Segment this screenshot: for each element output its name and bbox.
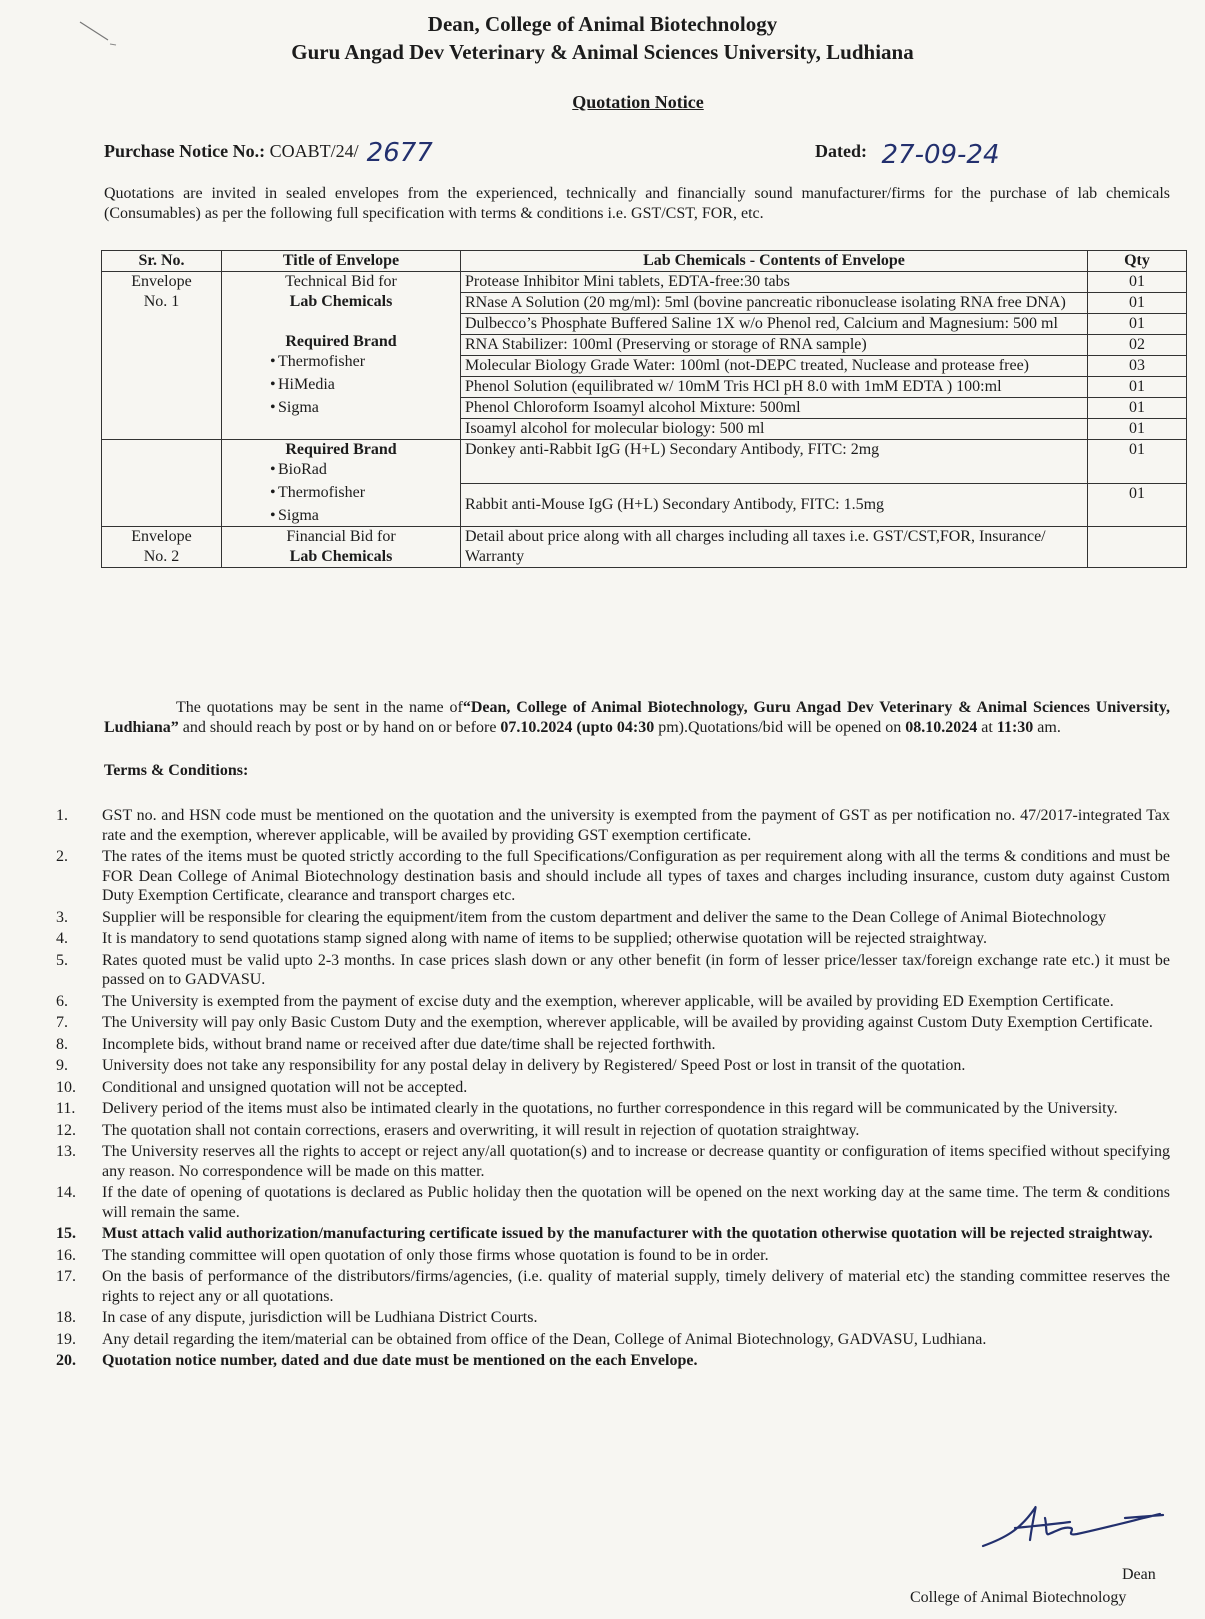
brand-item: • HiMedia (226, 375, 456, 398)
term-item (56, 1013, 1170, 1033)
handwritten-signature (975, 1488, 1175, 1558)
term-text: In case of any dispute, jurisdiction will be Ludhiana District Courts. (102, 1309, 538, 1326)
item-description: Protease Inhibitor Mini tablets, EDTA-free:30 tabs (461, 272, 1088, 293)
envelope-1-number: No. 1 (143, 293, 180, 310)
document-title (0, 92, 1205, 113)
item-qty: 01 (1088, 293, 1187, 314)
term-item (56, 1246, 1170, 1266)
term-item (56, 951, 1170, 990)
term-text: Must attach valid authorization/manufacturing certificate issued by the manufacturer with the quotation otherwise quotation will be rejected straightway. (102, 1225, 1153, 1242)
term-item (56, 1330, 1170, 1350)
term-item (56, 1121, 1170, 1141)
col-header-title: Title of Envelope (222, 251, 461, 272)
specification-table (101, 250, 1187, 568)
item-qty: 01 (1088, 483, 1187, 527)
item-qty: 01 (1088, 272, 1187, 293)
financial-bid-label: Financial Bid for (286, 528, 396, 545)
term-number: 5. (56, 951, 68, 969)
term-item (56, 1183, 1170, 1222)
envelope-1-label: Envelope (131, 273, 192, 290)
term-text: Rates quoted must be valid upto 2-3 months. In case prices slash down or any other benefit (in form of lesser price/lesser tax/foreign exchange rate etc.) it must be passed on to GADVASU. (102, 951, 1170, 988)
term-item (56, 1267, 1170, 1306)
item-description: Dulbecco’s Phosphate Buffered Saline 1X w/o Phenol red, Calcium and Magnesium: 500 ml (461, 314, 1088, 335)
term-text: GST no. and HSN code must be mentioned on the quotation and the university is exempted from the payment of GST as per notification no. 47/2017-integrated Tax rate and the exemption, wherever applicable, will be availed by providing GST exemption certificate. (102, 807, 1170, 844)
opening-date: 08.10.2024 (905, 719, 978, 736)
item-description: Rabbit anti-Mouse IgG (H+L) Secondary Antibody, FITC: 1.5mg (461, 483, 1088, 527)
item-qty: 01 (1088, 419, 1187, 440)
brand-item: • Thermofisher (226, 483, 456, 506)
term-number: 7. (56, 1014, 68, 1031)
col-header-qty: Qty (1088, 251, 1187, 272)
envelope-2-number: No. 2 (143, 548, 180, 565)
document-title-text: Quotation Notice (572, 92, 704, 112)
item-description: Donkey anti-Rabbit IgG (H+L) Secondary Antibody, FITC: 2mg (461, 440, 1088, 484)
term-number: 18. (56, 1309, 76, 1326)
intro-paragraph: Quotations are invited in sealed envelopes from the experienced, technically and financially sound manufacturer/firms for the purchase of lab chemicals (Consumables) as per the following full specification with terms & conditions i.e. GST/CST, FOR, etc. (104, 185, 1170, 222)
term-number: 11. (56, 1100, 76, 1117)
col-header-contents: Lab Chemicals - Contents of Envelope (461, 251, 1088, 272)
term-text: The quotation shall not contain corrections, erasers and overwriting, it will result in rejection of quotation straightway. (102, 1121, 860, 1139)
term-number: 13. (56, 1143, 76, 1160)
term-item (56, 1308, 1170, 1328)
item-qty: 02 (1088, 335, 1187, 356)
dated-label: Dated: (815, 141, 867, 161)
term-number: 14. (56, 1184, 76, 1201)
table-row (102, 527, 1187, 568)
terms-list (56, 806, 1170, 1373)
term-number: 12. (56, 1121, 76, 1139)
term-item (56, 1099, 1170, 1119)
submission-text: The quotations may be sent in the name of (176, 699, 463, 716)
term-item (56, 1142, 1170, 1181)
table-header-row (102, 251, 1187, 272)
term-item (56, 929, 1170, 949)
term-text: Any detail regarding the item/material can be obtained from office of the Dean, College of Animal Biotechnology, GADVASU, Ludhiana. (102, 1330, 987, 1348)
envelope-2-label: Envelope (131, 528, 192, 545)
term-item (56, 1035, 1170, 1055)
term-number: 8. (56, 1035, 68, 1053)
term-item (56, 1078, 1170, 1098)
lab-chemicals-label: Lab Chemicals (289, 293, 393, 310)
term-number: 3. (56, 908, 68, 926)
item-qty: 01 (1088, 377, 1187, 398)
term-item (56, 908, 1170, 928)
due-date: 07.10.2024 (upto 04:30 (500, 719, 655, 736)
signatory-office: College of Animal Biotechnology (910, 1589, 1127, 1606)
term-number: 19. (56, 1330, 76, 1348)
lab-chemicals-label: Lab Chemicals (289, 548, 393, 565)
brand-list-1 (226, 352, 456, 421)
brand-item: • BioRad (226, 460, 456, 483)
submission-paragraph (104, 698, 1170, 738)
term-text: Delivery period of the items must also be intimated clearly in the quotations, no further correspondence in this regard will be communicated by the University. (102, 1100, 1118, 1117)
brand-list-2 (226, 460, 456, 526)
submission-text: and should reach by post or by hand on or before (182, 719, 497, 736)
term-item (56, 1351, 1170, 1371)
term-text: The standing committee will open quotation of only those firms whose quotation is found to be in order. (102, 1246, 769, 1264)
term-text: The University will pay only Basic Custom Duty and the exemption, wherever applicable, will be availed by providing against Custom Duty Exemption Certificate. (102, 1014, 1153, 1031)
term-text: If the date of opening of quotations is declared as Public holiday then the quotation will be opened on the next working day at the same time. The term & conditions will remain the same. (102, 1184, 1170, 1221)
term-number: 6. (56, 992, 68, 1010)
submission-text: am. (1037, 719, 1061, 736)
term-item (56, 992, 1170, 1012)
submission-text: pm).Quotations/bid will be opened on (658, 719, 902, 736)
term-text: Supplier will be responsible for clearing the equipment/item from the custom department and deliver the same to the Dean College of Animal Biotechnology (102, 908, 1107, 926)
term-number: 17. (56, 1268, 76, 1285)
brand-item: • Thermofisher (226, 352, 456, 375)
term-number: 9. (56, 1057, 68, 1074)
item-qty: 03 (1088, 356, 1187, 377)
term-text: The University is exempted from the payment of excise duty and the exemption, wherever applicable, will be availed by providing ED Exemption Certificate. (102, 992, 1114, 1010)
table-row (102, 440, 1187, 484)
envelope-2-title-cell (222, 527, 461, 568)
submission-text: at (981, 719, 993, 736)
item-description: RNA Stabilizer: 100ml (Preserving or storage of RNA sample) (461, 335, 1088, 356)
item-qty: 01 (1088, 440, 1187, 484)
term-number: 20. (56, 1352, 76, 1369)
term-text: Quotation notice number, dated and due date must be mentioned on the each Envelope. (102, 1352, 698, 1369)
handwritten-notice-number: 2677 (366, 138, 433, 168)
term-item (56, 1224, 1170, 1244)
term-number: 16. (56, 1246, 76, 1264)
purchase-notice-number (104, 134, 433, 168)
term-text: On the basis of performance of the distributors/firms/agencies, (i.e. quality of material supply, timely delivery of material etc) the standing committee reserves the rights to reject any or all quotations. (102, 1268, 1170, 1305)
envelope-2-cell (102, 527, 222, 568)
col-header-sr-no: Sr. No. (102, 251, 222, 272)
item-description: Isoamyl alcohol for molecular biology: 500 ml (461, 419, 1088, 440)
term-text: Incomplete bids, without brand name or received after due date/time shall be rejected forthwith. (102, 1035, 716, 1053)
financial-bid-description: Detail about price along with all charges including all taxes i.e. GST/CST,FOR, Insurance/ Warranty (461, 527, 1088, 568)
term-item (56, 847, 1170, 906)
term-text: It is mandatory to send quotations stamp signed along with name of items to be supplied; otherwise quotation will be rejected straightway. (102, 930, 988, 947)
term-number: 10. (56, 1078, 76, 1096)
required-brand-heading: Required Brand (285, 441, 397, 458)
submission-addressee: “Dean, College of Animal Biotechnology, Guru Angad Dev Veterinary & Animal Sciences University, Ludhiana” (104, 699, 1170, 736)
technical-bid-label: Technical Bid for (285, 273, 397, 290)
term-text: Conditional and unsigned quotation will not be accepted. (102, 1078, 468, 1096)
table-row (102, 272, 1187, 293)
item-description: Phenol Solution (equilibrated w/ 10mM Tris HCl pH 8.0 with 1mM EDTA ) 100:ml (461, 377, 1088, 398)
item-description: Phenol Chloroform Isoamyl alcohol Mixture: 500ml (461, 398, 1088, 419)
brand-item: • Sigma (226, 398, 456, 421)
purchase-notice-prefix: COABT/24/ (269, 141, 359, 161)
term-number: 4. (56, 930, 68, 947)
term-item (56, 806, 1170, 845)
item-qty: 01 (1088, 314, 1187, 335)
header-university-title: Guru Angad Dev Veterinary & Animal Sciences University, Ludhiana (291, 40, 914, 64)
signatory-designation: Dean (1122, 1566, 1156, 1583)
terms-heading: Terms & Conditions: (104, 762, 249, 779)
item-qty: 01 (1088, 398, 1187, 419)
term-text: University does not take any responsibility for any postal delay in delivery by Registered/ Speed Post or lost in transit of the quotation. (102, 1057, 966, 1074)
term-number: 1. (56, 807, 68, 824)
item-description: Molecular Biology Grade Water: 100ml (not-DEPC treated, Nuclease and protease free) (461, 356, 1088, 377)
financial-bid-qty-empty (1088, 527, 1187, 568)
brand-item: • Sigma (226, 506, 456, 526)
required-brand-heading: Required Brand (285, 333, 397, 350)
term-number: 15. (56, 1225, 76, 1242)
term-text: The University reserves all the rights to accept or reject any/all quotation(s) and to increase or decrease quantity or configuration of items specified without specifying any reason. No correspondence will be made on this matter. (102, 1143, 1170, 1180)
handwritten-date: 27-09-24 (881, 140, 1000, 170)
envelope-1-cell (102, 272, 222, 440)
envelope-1b-empty-cell (102, 440, 222, 527)
term-number: 2. (56, 848, 68, 865)
envelope-1-title-cell (222, 272, 461, 440)
purchase-notice-date (815, 134, 1000, 170)
purchase-notice-label: Purchase Notice No.: (104, 141, 266, 161)
term-item (56, 1056, 1170, 1076)
header-dean-title: Dean, College of Animal Biotechnology (427, 12, 778, 36)
opening-time: 11:30 (996, 719, 1034, 736)
item-description: RNase A Solution (20 mg/ml): 5ml (bovine pancreatic ribonuclease isolating RNA free DNA) (461, 293, 1088, 314)
term-text: The rates of the items must be quoted strictly according to the full Specifications/Configuration as per requirement along with all the terms & conditions and must be FOR Dean College of Animal Biotechnology destination basis and should include all types of taxes and charges including insurance, custom duty against Custom Duty Exemption Certificate, clearance and transport charges etc. (102, 848, 1170, 904)
brand-cell-2 (222, 440, 461, 527)
